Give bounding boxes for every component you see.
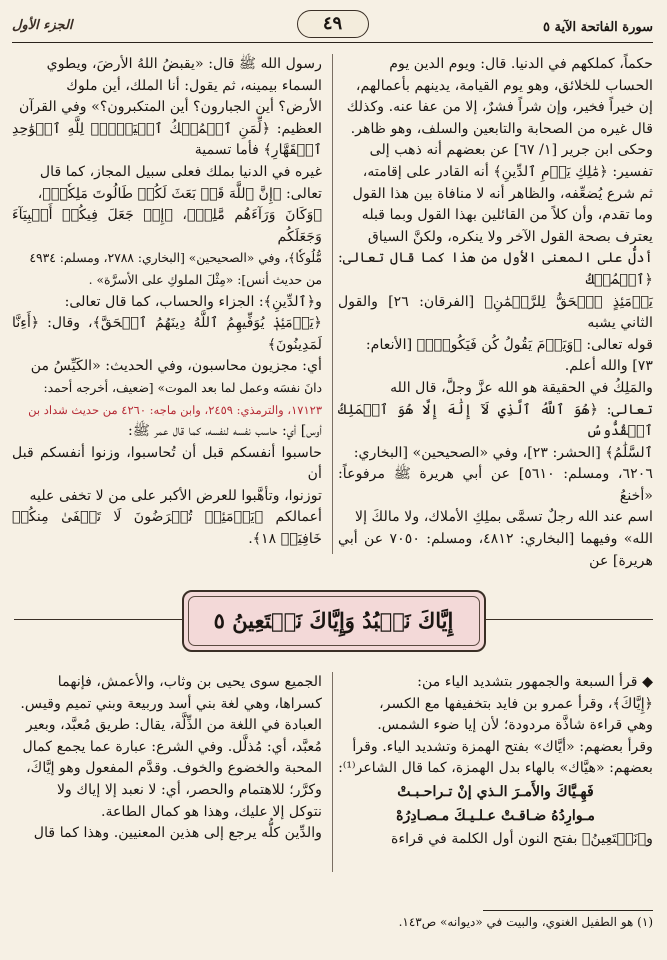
- text-line: كسراها، وهي لغة بني أسد وربيعة وبني تميم وقيس.: [20, 695, 322, 712]
- text-line: أوس] أي: حاسب نفسه لنفسه، كما قال عمر ﷺ:: [128, 423, 322, 440]
- text-line: تعالى: ﴿إِنَّ ٱللَّهَ قَدۡ بَعَثَ لَكُمۡ طَالُوتَ مَلِكٗاۚ﴾،: [37, 185, 322, 202]
- text-line: أعمالكم ﴿يَوۡمَئِذٖ تُعۡرَضُونَ لَا تَخۡفَىٰ مِنكُمۡ خَافِيَةٞ ١٨﴾.: [12, 509, 322, 548]
- column-divider-bottom: [332, 672, 333, 872]
- footnote: (١) هو الطفيل الغنوي، والبيت في «ديوانه» ص١٤٣.: [398, 915, 653, 929]
- left-column-top: [12, 54, 322, 551]
- text-line: وحكى ابن جرير [١/ ٦٧] عن بعضهم أنه ذهب إلى: [369, 142, 653, 159]
- column-divider-top: [332, 54, 333, 554]
- text-line: ﴿وَكَانَ وَرَآءَهُم مَّلِكٞ﴾، ﴿إِذۡ جَعَلَ فِيكُمۡ أَنۢبِيَآءَ وَجَعَلَكُم: [12, 207, 322, 245]
- page-header: [12, 8, 653, 43]
- text-line: رسول الله ﷺ قال: «يقبضُ اللهُ الأرضَ، ويطوي: [46, 56, 322, 72]
- text-line: الله» وفيهما [البخاري: ٤٨١٢، ومسلم: ٧٠٥٠ عن أبي هريرة] عن: [338, 531, 653, 569]
- text-line: ٦٢٠٦، ومسلم: ٥٦١٠] عن أبي هريرة ﷺ مرفوعاً: «أخنعُ: [338, 466, 653, 504]
- surah-title: سورة الفاتحة الآية ٥: [543, 20, 653, 35]
- text-line: الحساب للخلائق، وهو يوم القيامة، يدينهم بأعمالهم،: [355, 77, 653, 94]
- page-number: ٤٩: [297, 10, 369, 38]
- text-line: أدلُّ على المعنى الأول من هذا كما قال تعالى: ﴿ٱلۡمُلۡكُ: [338, 250, 653, 288]
- text-line: حاسبوا أنفسكم قبل أن تُحاسبوا، وزنوا أنفسكم قبل أن: [12, 444, 322, 483]
- text-line: ثم شرع يُضعِّفه، والظاهر أنه لا منافاة بين هذا القول: [352, 185, 653, 202]
- text-line: من حديث أنس]: «مِثْلَ الملوكِ على الأسرَّة» .: [88, 272, 322, 287]
- text-line: الجميع سوى يحيى بن وثاب، والأعمش، فإنهما: [57, 674, 322, 690]
- text-line: ٧٣] والله أعلم.: [564, 358, 653, 375]
- text-line: وقرأ بعضهم: «أيَّاك» بفتح الهمزة وتشديد الياء. وقرأ: [352, 738, 653, 755]
- text-line: اسم عند الله رجلٌ تسمَّى بملِكِ الأملاك، ولا مالكَ إلا: [355, 509, 653, 526]
- footnote-rule: [483, 910, 653, 911]
- text-line: العبادة في اللغة من الذِّلَّة، يقال: طريق مُعبَّد، وبعير: [25, 717, 322, 734]
- text-line: أي: مجزيون محاسبون، وفي الحديث: «الكَيِّسُ من: [30, 358, 322, 375]
- text-line: الأرض؟ أين الجبارون؟ أين المتكبرون؟» وفي القرآن: [19, 99, 322, 116]
- text-line: قال غيره من الصحابة والتابعين والسلف، وهو ظاهر.: [350, 120, 653, 137]
- text-line: تفسير: ﴿مَٰلِكِ يَوۡمِ ٱلدِّينِ﴾ أنه القادر على إقامته،: [362, 163, 653, 180]
- text-line: دانَ نفسَه وعمل لما بعد الموت» [ضعيف، أخرجه أحمد:: [43, 380, 322, 395]
- text-line: ٱلسَّلَٰمُ﴾ [الحشر: ٢٣]، وفي «الصحيحين» [البخاري:: [353, 444, 653, 461]
- text-line: ﴿يَوۡمَئِذٖ يُوَفِّيهِمُ ٱللَّهُ دِينَهُمُ ٱلۡحَقَّ﴾، وقال: ﴿أَءِنَّا لَمَدِينُونَ﴾: [12, 315, 322, 353]
- text-line: يعترف بصحة القول الآخر ولا ينكره، ولكنَّ السياق: [367, 228, 653, 245]
- text-line: غيره في الدنيا بملك فعلى سبيل المجاز، كما قال: [39, 163, 322, 180]
- text-line: ﴿إِيَّاكَ﴾، وقرأ عمرو بن فايد بتخفيفها مع الكسر،: [379, 695, 653, 712]
- part-title: الجزء الأول: [12, 18, 73, 33]
- text-line: مُعبَّد، أي: مُذلَّل. وفي الشرع: عبارة عما يجمع كمال: [22, 738, 322, 755]
- text-line: وهي قراءة شاذَّة مردودة؛ لأن إيا ضوء الشمس.: [377, 717, 653, 734]
- text-line: تعالى: ﴿هُوَ ٱللَّهُ ٱلَّذِي لَآ إِلَٰهَ إِلَّا هُوَ ٱلۡمَلِكُ ٱلۡقُدُّوسُ: [338, 401, 653, 440]
- text-line: السماء بيمينه، ثم يقول: أنا الملك، أين ملوك: [66, 77, 322, 94]
- text-line: نتوكل إلا عليك، وهذا هو كمال الطاعة.: [100, 803, 322, 820]
- text-line: وكرَّر؛ للاهتمام والحصر، أي: لا نعبد إلا إياك ولا: [56, 781, 322, 798]
- text-line: توزنوا، وتأهَّبوا للعرض الأكبر على من لا تخفى عليه: [29, 487, 322, 504]
- text-line: و﴿ٱلدِّينِ﴾: الجزاء والحساب، كما قال تعالى:: [64, 293, 322, 310]
- poem-line: مـوارِدُهُ ضـاقـتْ عـلـيـكَ مـصـادِرُهْ: [396, 807, 595, 824]
- text-line: مُّلُوكٗا﴾، وفي «الصحيحين» [البخاري: ٢٧٨٨، ومسلم: ٤٩٣٤: [29, 251, 322, 266]
- right-column-top: [338, 54, 653, 572]
- text-line: العظيم: ﴿لِّمَنِ ٱلۡمُلۡكُ ٱلۡيَوۡمَۖ لِلَّهِ ٱلۡوَٰحِدِ ٱلۡقَهَّارِ﴾ فأما تسمية: [12, 120, 322, 159]
- text-line: والمَلِكُ في الحقيقة هو الله عزَّ وجلَّ، قال الله: [390, 379, 653, 396]
- text-line: حكماً، كملكهم في الدنيا. قال: ويوم الدين يوم: [389, 56, 653, 72]
- left-column-bottom: [12, 672, 322, 845]
- text-line: ◆ قرأ السبعة والجمهور بتشديد الياء من:: [417, 674, 653, 690]
- text-line: و﴿نَسۡتَعِينُ﴾ بفتح النون أول الكلمة في قراءة: [391, 831, 653, 848]
- citation-line: ١٧١٢٣، والترمذي: ٢٤٥٩، وابن ماجه: ٤٢٦٠ من حديث شداد بن: [28, 402, 322, 417]
- text-line: المحبة والخضوع والخوف. وقدَّم المفعول وهو إيَّاكَ،: [26, 760, 322, 777]
- verse-banner: [14, 588, 653, 652]
- text-line: بعضهم: «هيَّاك» بالهاء بدل الهمزة، كما قال الشاعر⁽¹⁾:: [338, 760, 653, 777]
- text-line: قوله تعالى: ﴿وَيَوۡمَ يَقُولُ كُن فَيَكُونُۚ﴾ [الأنعام:: [365, 336, 653, 353]
- verse-text: إِيَّاكَ نَعۡبُدُ وَإِيَّاكَ نَسۡتَعِينُ ٥: [188, 596, 480, 646]
- text-line: يَوۡمَئِذٍ ٱلۡحَقُّ لِلرَّحۡمَٰنِ﴾ [الفرقان: ٢٦] والقول الثاني يشبه: [338, 293, 653, 332]
- right-column-bottom: [338, 672, 653, 851]
- text-line: وما تقدم، وأن كلاً من القائلين بهذا القول وبما قبله: [361, 207, 653, 224]
- verse-frame: [182, 590, 486, 652]
- poem-line: فَهِـيَّاكَ والأَمـرَ الـذي إنْ تـراحـبـتْ: [397, 783, 594, 800]
- text-line: والدِّين كلُّه يرجع إلى هذين المعنيين. وهذا كما قال: [33, 825, 322, 842]
- text-line: إن خيراً فخير، وإن شراً فشرٌ، إلا من عفا عنه. وكذلك: [346, 99, 653, 116]
